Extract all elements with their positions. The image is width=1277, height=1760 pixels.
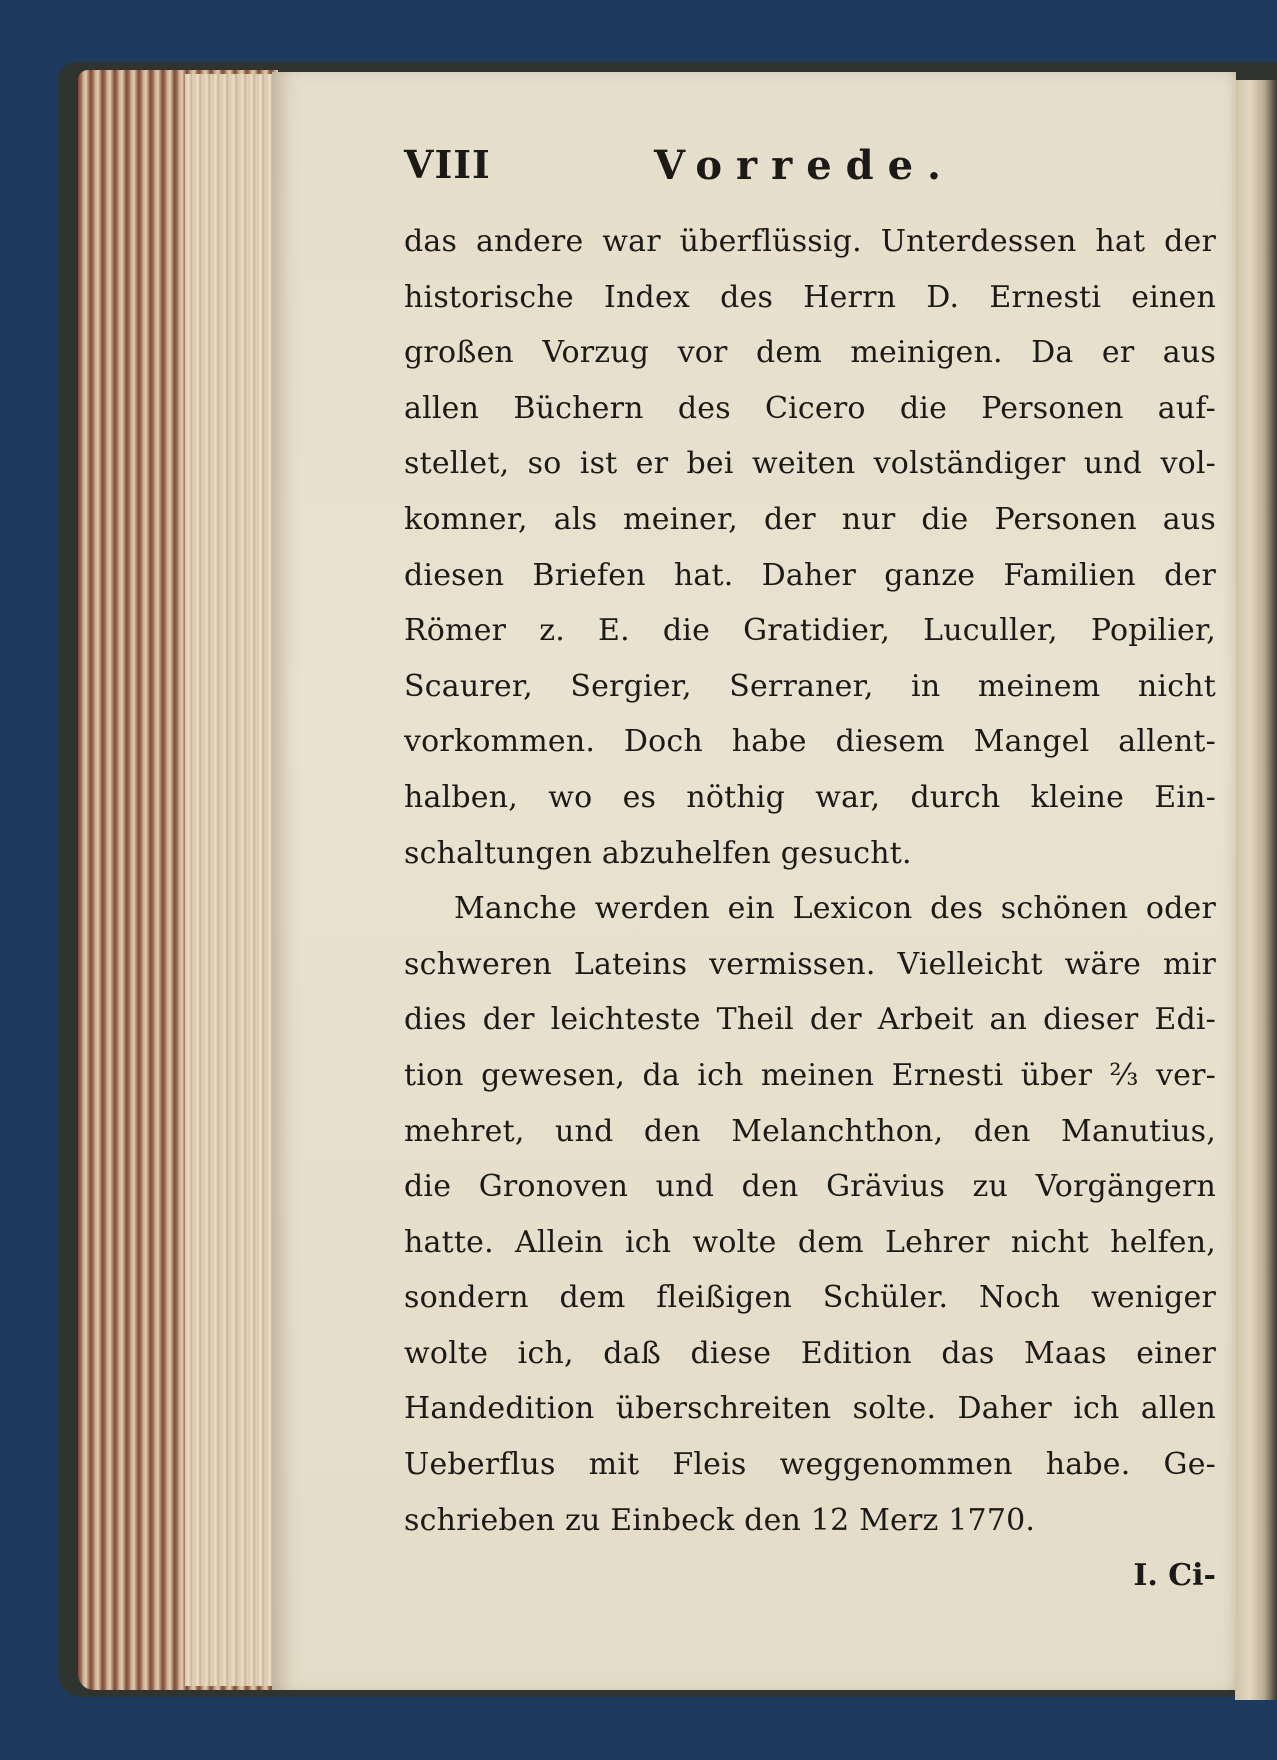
text-line: vorkommen. Doch habe diesem Mangel allent- — [404, 724, 1216, 760]
text-line: allen Büchern des Cicero die Personen auf- — [404, 390, 1216, 426]
text-line: mehret, und den Melanchthon, den Manutius, — [404, 1113, 1216, 1149]
text-line: Römer z. E. die Gratidier, Luculler, Popilier, — [404, 613, 1216, 649]
running-head: Vorrede. — [654, 142, 955, 189]
text-line: komner, als meiner, der nur die Personen aus — [404, 501, 1216, 537]
page-content — [404, 124, 1216, 1604]
text-line: historische Index des Herrn D. Ernesti einen — [404, 279, 1216, 315]
page-edges-left-inner — [185, 74, 280, 1686]
text-line: sondern dem fleißigen Schüler. Noch weniger — [404, 1280, 1216, 1316]
text-line: schweren Lateins vermissen. Vielleicht wäre mir — [404, 946, 1216, 982]
text-line: diesen Briefen hat. Daher ganze Familien der — [404, 557, 1216, 593]
text-line: hatte. Allein ich wolte dem Lehrer nicht helfen, — [404, 1224, 1216, 1260]
book-page — [272, 72, 1236, 1690]
text-line: tion gewesen, da ich meinen Ernesti über ⅔ ver- — [404, 1057, 1216, 1093]
text-line: dies der leichteste Theil der Arbeit an dieser Edi- — [404, 1002, 1216, 1038]
text-line: Manche werden ein Lexicon des schönen oder — [454, 891, 1216, 927]
catchword: I. Ci- — [1133, 1558, 1216, 1594]
text-line: halben, wo es nöthig war, durch kleine Ein- — [404, 779, 1216, 815]
paragraph-1 — [404, 214, 1216, 881]
text-line: großen Vorzug vor dem meinigen. Da er aus — [404, 335, 1216, 371]
page-number: VIII — [404, 142, 491, 187]
text-line: das andere war überflüssig. Unterdessen hat der — [404, 224, 1216, 259]
text-line: stellet, so ist er bei weiten volständiger und vol- — [404, 446, 1216, 482]
text-line: schrieben zu Einbeck den 12 Merz 1770. — [404, 1502, 1036, 1538]
text-line: Ueberflus mit Fleis weggenommen habe. Ge- — [404, 1447, 1216, 1483]
page-edge-right — [1235, 80, 1277, 1700]
text-line: schaltungen abzuhelfen gesucht. — [404, 835, 912, 871]
paragraph-2 — [404, 881, 1216, 1548]
text-line: Handedition überschreiten solte. Daher ich allen — [404, 1391, 1216, 1427]
text-line: die Gronoven und den Grävius zu Vorgängern — [404, 1169, 1216, 1205]
text-line: Scaurer, Sergier, Serraner, in meinem nicht — [404, 668, 1216, 704]
page-header — [404, 124, 1216, 214]
text-line: wolte ich, daß diese Edition das Maas einer — [404, 1335, 1216, 1371]
